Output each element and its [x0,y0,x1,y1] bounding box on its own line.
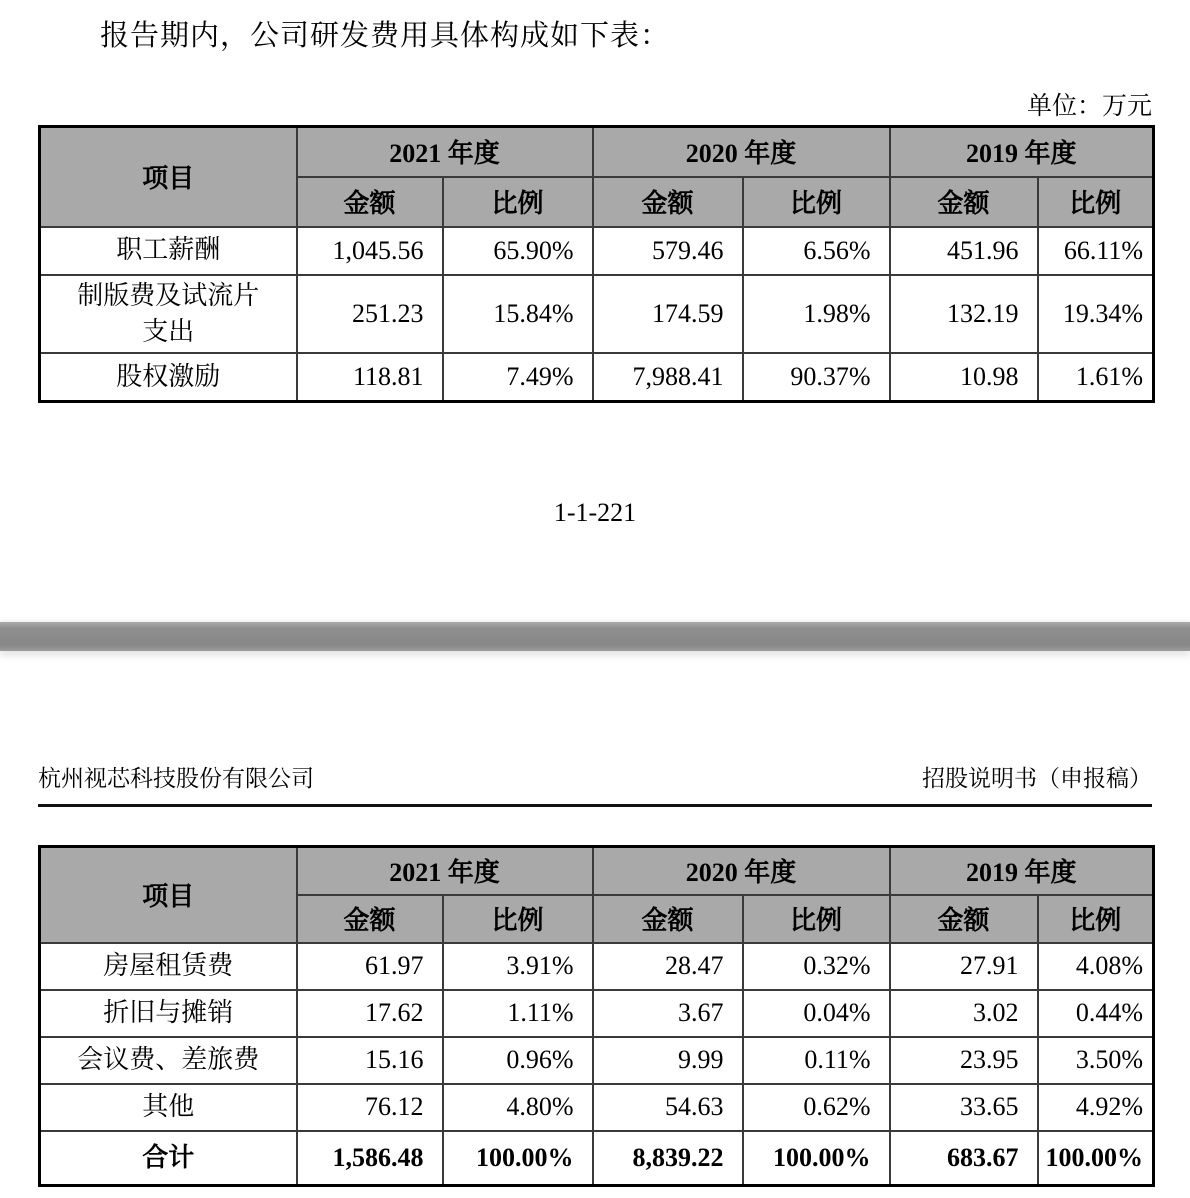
ratio-cell: 7.49% [443,353,593,401]
ratio-cell: 4.08% [1038,943,1154,990]
ratio-cell: 1.11% [443,990,593,1037]
amount-cell: 1,586.48 [297,1131,443,1186]
header-year-2019: 2019 年度 [890,127,1154,177]
table-row [40,1084,1154,1131]
item-cell: 制版费及试流片支出 [40,275,297,354]
ratio-cell: 0.04% [743,990,890,1037]
header-year-2021: 2021 年度 [297,127,593,177]
intro-text: 报告期内，公司研发费用具体构成如下表： [100,20,671,52]
amount-cell: 9.99 [593,1037,743,1084]
table-total-row [40,1131,1154,1186]
amount-cell: 33.65 [890,1084,1038,1131]
ratio-cell: 0.96% [443,1037,593,1084]
ratio-cell: 6.56% [743,227,890,275]
item-cell: 会议费、差旅费 [40,1037,297,1084]
amount-cell: 579.46 [593,227,743,275]
unit-label: 单位：万元 [1026,93,1152,120]
amount-cell: 132.19 [890,275,1038,354]
amount-cell: 7,988.41 [593,353,743,401]
ratio-cell: 3.50% [1038,1037,1154,1084]
amount-cell: 27.91 [890,943,1038,990]
header-ratio: 比例 [1038,177,1154,227]
rd-expense-table-1 [38,125,1155,403]
page-number: 1-1-221 [553,498,637,527]
table-row [40,1037,1154,1084]
ratio-cell: 100.00% [443,1131,593,1186]
table-header-row-years [40,127,1154,177]
header-amount: 金额 [890,895,1038,943]
ratio-cell: 15.84% [443,275,593,354]
amount-cell: 76.12 [297,1084,443,1131]
document-type: 招股说明书（申报稿） [922,766,1152,791]
header-amount: 金额 [593,895,743,943]
ratio-cell: 0.44% [1038,990,1154,1037]
rd-expense-table-2 [38,845,1155,1187]
table-row [40,943,1154,990]
header-ratio: 比例 [443,177,593,227]
header-ratio: 比例 [743,895,890,943]
amount-cell: 8,839.22 [593,1131,743,1186]
header-item: 项目 [40,127,297,227]
header-year-2021: 2021 年度 [297,847,593,895]
ratio-cell: 4.92% [1038,1084,1154,1131]
header-year-2020: 2020 年度 [593,847,890,895]
table-row [40,275,1154,354]
amount-cell: 3.02 [890,990,1038,1037]
header-amount: 金额 [890,177,1038,227]
ratio-cell: 65.90% [443,227,593,275]
amount-cell: 15.16 [297,1037,443,1084]
amount-cell: 61.97 [297,943,443,990]
page2-header [38,760,1152,807]
item-cell: 合计 [40,1131,297,1186]
header-amount: 金额 [297,177,443,227]
ratio-cell: 19.34% [1038,275,1154,354]
ratio-cell: 66.11% [1038,227,1154,275]
page-break-bar [0,622,1190,651]
header-year-2019: 2019 年度 [890,847,1154,895]
amount-cell: 17.62 [297,990,443,1037]
table-row [40,990,1154,1037]
header-ratio: 比例 [743,177,890,227]
ratio-cell: 0.62% [743,1084,890,1131]
ratio-cell: 0.11% [743,1037,890,1084]
ratio-cell: 1.61% [1038,353,1154,401]
table-row [40,353,1154,401]
ratio-cell: 90.37% [743,353,890,401]
header-ratio: 比例 [1038,895,1154,943]
amount-cell: 23.95 [890,1037,1038,1084]
item-cell: 折旧与摊销 [40,990,297,1037]
ratio-cell: 100.00% [1038,1131,1154,1186]
amount-cell: 174.59 [593,275,743,354]
company-name: 杭州视芯科技股份有限公司 [38,766,314,791]
ratio-cell: 4.80% [443,1084,593,1131]
header-year-2020: 2020 年度 [593,127,890,177]
ratio-cell: 3.91% [443,943,593,990]
table-row [40,227,1154,275]
item-cell: 职工薪酬 [40,227,297,275]
amount-cell: 683.67 [890,1131,1038,1186]
amount-cell: 28.47 [593,943,743,990]
amount-cell: 54.63 [593,1084,743,1131]
amount-cell: 251.23 [297,275,443,354]
ratio-cell: 0.32% [743,943,890,990]
table-header-row-years [40,847,1154,895]
item-cell: 房屋租赁费 [40,943,297,990]
ratio-cell: 100.00% [743,1131,890,1186]
header-amount: 金额 [297,895,443,943]
amount-cell: 451.96 [890,227,1038,275]
header-item: 项目 [40,847,297,943]
ratio-cell: 1.98% [743,275,890,354]
amount-cell: 10.98 [890,353,1038,401]
amount-cell: 3.67 [593,990,743,1037]
header-ratio: 比例 [443,895,593,943]
amount-cell: 118.81 [297,353,443,401]
header-amount: 金额 [593,177,743,227]
item-cell: 其他 [40,1084,297,1131]
amount-cell: 1,045.56 [297,227,443,275]
item-cell: 股权激励 [40,353,297,401]
